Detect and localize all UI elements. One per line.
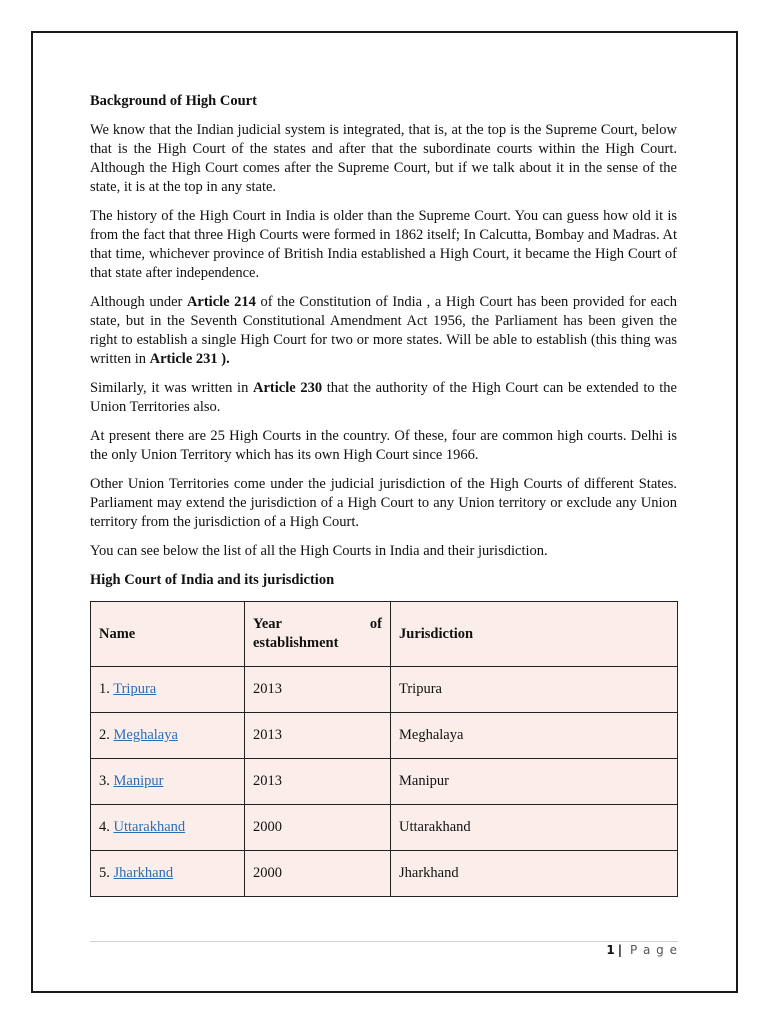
cell-year: 2013	[245, 713, 391, 759]
cell-jurisdiction: Jharkhand	[391, 851, 678, 897]
table-row	[91, 759, 678, 805]
cell-jurisdiction: Uttarakhand	[391, 805, 678, 851]
cell-name	[91, 805, 245, 851]
cell-jurisdiction: Meghalaya	[391, 713, 678, 759]
link-meghalaya[interactable]: Meghalaya	[113, 727, 178, 743]
row-number: 5.	[99, 865, 110, 881]
cell-year: 2000	[245, 851, 391, 897]
header-of-word: of	[369, 616, 382, 632]
cell-name	[91, 851, 245, 897]
page-number: 1	[606, 943, 616, 957]
link-manipur[interactable]: Manipur	[113, 773, 164, 789]
page-footer	[606, 943, 678, 957]
cell-jurisdiction: Manipur	[391, 759, 678, 805]
page-label: P a g e	[625, 943, 678, 957]
document-body	[90, 92, 677, 897]
row-number: 4.	[99, 819, 110, 835]
table-row	[91, 713, 678, 759]
table-header-row	[91, 602, 678, 667]
paragraph-4-text-a: Similarly, it was written in	[90, 380, 253, 396]
link-jharkhand[interactable]: Jharkhand	[113, 865, 174, 881]
cell-year: 2000	[245, 805, 391, 851]
page-separator: |	[617, 943, 624, 957]
paragraph-4	[90, 379, 677, 417]
link-tripura[interactable]: Tripura	[113, 681, 157, 697]
table-heading: High Court of India and its jurisdiction	[90, 572, 335, 588]
row-number: 2.	[99, 727, 110, 743]
paragraph-4-text-c: that the authority of the High Court can be extended to the Union Territories also.	[90, 380, 677, 415]
high-court-table	[90, 601, 678, 897]
table-row	[91, 667, 678, 713]
paragraph-6: Other Union Territories come under the judicial jurisdiction of the High Courts of different States. Parliament may extend the jurisdiction of a High Court to any Union territory or exclude any Union territory from the jurisdiction of a High Court.	[90, 476, 677, 530]
paragraph-3	[90, 293, 677, 369]
header-year-word: Year	[253, 616, 282, 632]
cell-name	[91, 713, 245, 759]
row-number: 3.	[99, 773, 110, 789]
paragraph-5: At present there are 25 High Courts in the country. Of these, four are common high courts. Delhi is the only Union Territory which has its own High Court since 1966.	[90, 428, 677, 463]
header-jurisdiction: Jurisdiction	[391, 602, 678, 667]
article-214-ref: Article 214	[186, 294, 256, 310]
section-heading: Background of High Court	[90, 93, 257, 109]
link-uttarakhand[interactable]: Uttarakhand	[113, 819, 186, 835]
header-year	[245, 602, 391, 667]
table-row	[91, 805, 678, 851]
article-231-ref: Article 231 ).	[149, 351, 230, 367]
table-row	[91, 851, 678, 897]
paragraph-7: You can see below the list of all the High Courts in India and their jurisdiction.	[90, 543, 548, 559]
header-establishment-word: establishment	[253, 635, 339, 651]
article-230-ref: Article 230	[253, 380, 323, 396]
paragraph-2: The history of the High Court in India is older than the Supreme Court. You can guess how old it is from the fact that three High Courts were formed in 1862 itself; In Calcutta, Bombay and Madras. At that time, whichever province of British India established a High Court, it became the High Court of that state after independence.	[90, 208, 677, 281]
cell-jurisdiction: Tripura	[391, 667, 678, 713]
paragraph-3-text-a: Although under	[90, 294, 187, 310]
header-name: Name	[91, 602, 245, 667]
cell-name	[91, 759, 245, 805]
cell-year: 2013	[245, 759, 391, 805]
paragraph-3-text-c: of the Constitution of India , a High Court has been provided for each state, but in the Seventh Constitutional Amendment Act 1956, the Parliament has been given the right to establish a single High Court for two or more states. Will be able to establish (this thing was written in	[90, 294, 678, 367]
cell-year: 2013	[245, 667, 391, 713]
row-number: 1.	[99, 681, 110, 697]
paragraph-1: We know that the Indian judicial system is integrated, that is, at the top is the Supreme Court, below that is the High Court of the states and after that the subordinate courts within the High Court. Although the High Court comes after the Supreme Court, but if we talk about it in the sense of the state, it is at the top in any state.	[90, 122, 677, 195]
footer-divider	[90, 941, 678, 942]
cell-name	[91, 667, 245, 713]
